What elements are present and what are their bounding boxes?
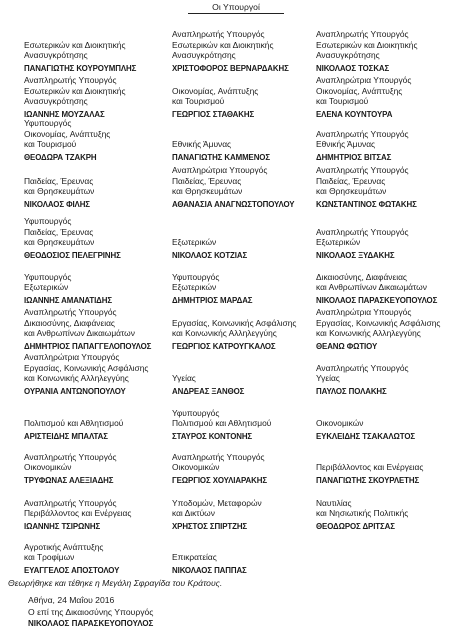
signatory-block [316,307,466,352]
signatory-name: ΝΙΚΟΛΑΟΣ ΞΥΔΑΚΗΣ [316,250,395,260]
signatory-name: ΝΙΚΟΛΑΟΣ ΠΑΡΑΣΚΕΥΟΠΟΥΛΟΣ [316,295,438,305]
signatory-block [172,498,322,532]
signatory-name: ΝΙΚΟΛΑΟΣ ΠΑΠΠΑΣ [172,565,247,575]
signatory-name: ΓΕΩΡΓΙΟΣ ΚΑΤΡΟΥΓΚΑΛΟΣ [172,341,276,351]
signatory-role: Αναπληρώτρια Υπουργός Εργασίας, Κοινωνικής Ασφάλισης και Κοινωνικής Αλληλεγγύης [24,352,149,383]
signatory-role: Περιβάλλοντος και Ενέργειας [316,461,424,472]
signatory-role: Αναπληρωτής Υπουργός Εξωτερικών [316,226,409,247]
signatory-block [24,352,174,397]
signatory-name: ΚΩΝΣΤΑΝΤΙΝΟΣ ΦΩΤΑΚΗΣ [316,199,417,209]
signatory-role: Εσωτερικών και Διοικητικής Ανασυγκρότησης [24,39,126,60]
signatory-name: ΓΕΩΡΓΙΟΣ ΣΤΑΘΑΚΗΣ [172,109,255,119]
signatory-name: ΧΡΙΣΤΟΦΟΡΟΣ ΒΕΡΝΑΡΔΑΚΗΣ [172,63,289,73]
signatory-block [172,373,322,397]
signatory-block [172,86,322,120]
signatory-block [316,498,466,532]
signatory-block [316,75,466,120]
date-place: Αθήνα, 24 Μαΐου 2016 [28,595,115,605]
signatory-role: Υφυπουργός Οικονομίας, Ανάπτυξης και Τουρισμού [24,118,111,149]
signatory-block [316,462,466,486]
signatory-name: ΠΑΝΑΓΙΩΤΗΣ ΣΚΟΥΡΛΕΤΗΣ [316,475,420,485]
signatory-name: ΑΝΔΡΕΑΣ ΞΑΝΘΟΣ [172,386,245,396]
signatory-block [172,318,322,352]
signatory-block [172,139,322,163]
signatory-role: Αναπληρωτής Υπουργός Εσωτερικών και Διοικητικής Ανασυγκρότησης [24,75,126,106]
signatory-role: Υφυπουργός Παιδείας, Έρευνας και Θρησκευμάτων [24,216,95,247]
signatory-block [24,542,174,576]
signatory-block [316,363,466,397]
seal-statement: Θεωρήθηκε και τέθηκε η Μεγάλη Σφραγίδα του Κράτους. [8,578,223,588]
signatory-role: Αναπληρώτρια Υπουργός Οικονομίας, Ανάπτυξης και Τουρισμού [316,75,412,106]
signatory-role: Αναπληρωτής Υπουργός Εσωτερικών και Διοικητικής Ανασυγκρότησης [316,29,418,60]
signatory-block [316,165,466,210]
keeper-title: Ο επί της Δικαιοσύνης Υπουργός [28,607,154,617]
signatory-name: ΔΗΜΗΤΡΙΟΣ ΜΑΡΔΑΣ [172,295,253,305]
signatory-name: ΝΙΚΟΛΑΟΣ ΦΙΛΗΣ [24,199,90,209]
signatory-role: Επικρατείας [172,551,217,562]
ministers-header [0,2,472,14]
signatory-name: ΘΕΑΝΩ ΦΩΤΙΟΥ [316,341,378,351]
keeper-name: ΝΙΚΟΛΑΟΣ ΠΑΡΑΣΚΕΥΟΠΟΥΛΟΣ [28,619,154,628]
signatory-block [24,272,174,306]
signatory-name: ΙΩΑΝΝΗΣ ΜΟΥΖΑΛΑΣ [24,109,105,119]
signatory-name: ΔΗΜΗΤΡΙΟΣ ΠΑΠΑΓΓΕΛΟΠΟΥΛΟΣ [24,341,152,351]
signatory-name: ΝΙΚΟΛΑΟΣ ΚΟΤΖΙΑΣ [172,250,248,260]
signatory-block [172,237,322,261]
signatory-role: Αναπληρωτής Υπουργός Εσωτερικών και Διοικητικής Ανασυγκρότησης [172,29,274,60]
signatory-name: ΣΤΑΥΡΟΣ ΚΟΝΤΟΝΗΣ [172,431,253,441]
signatory-name: ΑΘΑΝΑΣΙΑ ΑΝΑΓΝΩΣΤΟΠΟΥΛΟΥ [172,199,295,209]
signatory-block [316,227,466,261]
signatory-role: Αναπληρωτής Υπουργός Περιβάλλοντος και Ενέργειας [24,497,132,518]
signatory-block [316,418,466,442]
signatory-role: Αναπληρωτής Υπουργός Παιδείας, Έρευνας και Θρησκευμάτων [316,165,409,196]
signatory-role: Αναπληρωτής Υπουργός Οικονομικών [24,451,117,472]
signatory-role: Υφυπουργός Πολιτισμού και Αθλητισμού [172,407,272,428]
signatory-role: Αναπληρωτής Υπουργός Οικονομικών [172,451,265,472]
signatory-role: Αγροτικής Ανάπτυξης και Τροφίμων [24,541,104,562]
signatory-role: Ναυτιλίας και Νησιωτικής Πολιτικής [316,497,409,518]
signatory-role: Παιδείας, Έρευνας και Θρησκευμάτων [24,175,95,196]
signatory-block [316,272,466,306]
signatory-name: ΕΛΕΝΑ ΚΟΥΝΤΟΥΡΑ [316,109,393,119]
signatory-role: Αναπληρωτής Υπουργός Εθνικής Άμυνας [316,128,409,149]
signatory-name: ΘΕΟΔΩΡΑ ΤΖΑΚΡΗ [24,152,97,162]
signatory-block [172,272,322,306]
signatory-name: ΟΥΡΑΝΙΑ ΑΝΤΩΝΟΠΟΥΛΟΥ [24,386,126,396]
signatory-name: ΠΑΝΑΓΙΩΤΗΣ ΚΟΥΡΟΥΜΠΛΗΣ [24,63,137,73]
signatory-block [316,129,466,163]
signatory-role: Εξωτερικών [172,236,217,247]
signatory-block [172,408,322,442]
signatory-role: Υποδομών, Μεταφορών και Δικτύων [172,497,262,518]
signatory-block [172,29,322,74]
signatory-block [24,216,174,261]
signatory-role: Αναπληρωτής Υπουργός Δικαιοσύνης, Διαφάνειας και Ανθρωπίνων Δικαιωμάτων [24,307,135,338]
signatory-block [172,552,322,576]
signatory-role: Υγείας [172,372,196,383]
signatory-name: ΝΙΚΟΛΑΟΣ ΤΟΣΚΑΣ [316,63,390,73]
signatory-name: ΙΩΑΝΝΗΣ ΤΣΙΡΩΝΗΣ [24,521,101,531]
signatory-name: ΕΥΑΓΓΕΛΟΣ ΑΠΟΣΤΟΛΟΥ [24,565,120,575]
signatory-name: ΘΕΟΔΩΡΟΣ ΔΡΙΤΣΑΣ [316,521,395,531]
signatory-role: Αναπληρωτής Υπουργός Υγείας [316,362,409,383]
signatory-block [24,75,174,120]
signatory-role: Δικαιοσύνης, Διαφάνειας και Ανθρωπίνων Δικαιωμάτων [316,271,427,292]
ministers-header-text: Οι Υπουργοί [188,2,284,14]
signatory-name: ΓΕΩΡΓΙΟΣ ΧΟΥΛΙΑΡΑΚΗΣ [172,475,267,485]
signatory-name: ΑΡΙΣΤΕΙΔΗΣ ΜΠΑΛΤΑΣ [24,431,108,441]
signatory-role: Εθνικής Άμυνας [172,138,232,149]
signatory-block [172,452,322,486]
signatory-block [172,165,322,210]
signatory-role: Πολιτισμού και Αθλητισμού [24,417,124,428]
signatory-role: Υφυπουργός Εξωτερικών [24,271,72,292]
signatory-name: ΠΑΥΛΟΣ ΠΟΛΑΚΗΣ [316,386,387,396]
signatory-block [24,498,174,532]
signatory-name: ΙΩΑΝΝΗΣ ΑΜΑΝΑΤΙΔΗΣ [24,295,112,305]
signatory-name: ΕΥΚΛΕΙΔΗΣ ΤΣΑΚΑΛΩΤΟΣ [316,431,416,441]
signatory-block [24,118,174,163]
signatory-role: Αναπληρώτρια Υπουργός Παιδείας, Έρευνας και Θρησκευμάτων [172,165,268,196]
signatory-block [24,176,174,210]
signatory-block [24,40,174,74]
signatory-block [24,418,174,442]
signatory-role: Εργασίας, Κοινωνικής Ασφάλισης και Κοινωνικής Αλληλεγγύης [172,317,297,338]
signatory-role: Οικονομικών [316,417,364,428]
signatory-block [24,307,174,352]
signatory-name: ΠΑΝΑΓΙΩΤΗΣ ΚΑΜΜΕΝΟΣ [172,152,270,162]
signatory-role: Υφυπουργός Εξωτερικών [172,271,220,292]
signatory-block [316,29,466,74]
signatory-name: ΤΡΥΦΩΝΑΣ ΑΛΕΞΙΑΔΗΣ [24,475,114,485]
signatory-name: ΔΗΜΗΤΡΙΟΣ ΒΙΤΣΑΣ [316,152,392,162]
signatory-role: Οικονομίας, Ανάπτυξης και Τουρισμού [172,85,259,106]
signatory-role: Αναπληρώτρια Υπουργός Εργασίας, Κοινωνικής Ασφάλισης και Κοινωνικής Αλληλεγγύης [316,307,441,338]
signatory-name: ΧΡΗΣΤΟΣ ΣΠΙΡΤΖΗΣ [172,521,248,531]
signatory-block [24,452,174,486]
signatory-name: ΘΕΟΔΟΣΙΟΣ ΠΕΛΕΓΡΙΝΗΣ [24,250,121,260]
